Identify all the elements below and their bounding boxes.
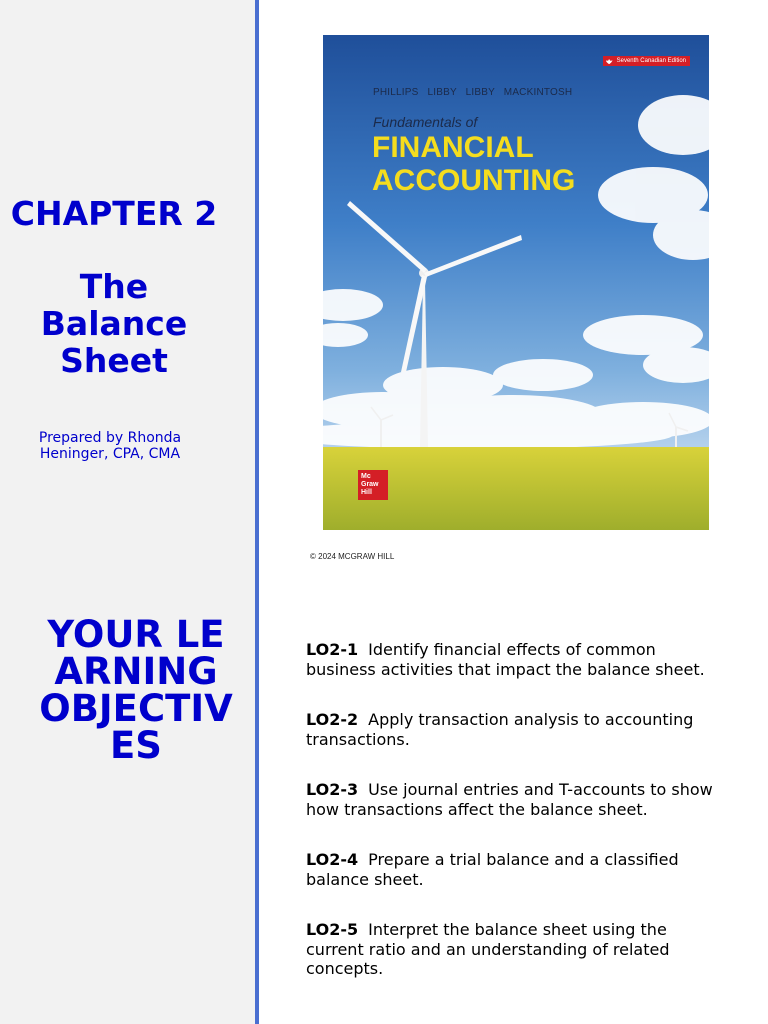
copyright: © 2024 MCGRAW HILL [310,552,395,561]
cover-title [372,131,575,197]
objective-item [306,640,726,679]
objective-code: LO2-3 [306,780,359,799]
objective-text: Use journal entries and T-accounts to show how transactions affect the balance sheet. [306,780,713,819]
cover-title-line1: FINANCIAL [372,131,534,164]
objectives-heading: YOUR LEARNING OBJECTIVES [39,613,233,767]
vertical-divider [255,0,259,1024]
left-panel [0,0,256,1024]
edition-badge [603,56,690,66]
publisher-logo: Mc Graw Hill [358,470,388,500]
cover-title-line2: ACCOUNTING [372,164,576,197]
objective-code: LO2-4 [306,850,359,869]
chapter-title: CHAPTER 2 [10,194,218,233]
objective-code: LO2-2 [306,710,359,729]
objective-item [306,710,726,749]
objective-text: Identify financial effects of common business activities that impact the balance sheet. [306,640,705,679]
cover-series: Fundamentals of [373,114,478,130]
cover-artwork [323,35,709,530]
chapter-subtitle: The Balance Sheet [40,267,188,380]
objective-code: LO2-5 [306,920,359,939]
objective-text: Interpret the balance sheet using the current ratio and an understanding of related concepts. [306,920,670,978]
cover-authors: PHILLIPS LIBBY LIBBY MACKINTOSH [373,87,573,98]
objective-item [306,850,726,889]
book-cover [323,35,709,530]
objective-text: Apply transaction analysis to accounting transactions. [306,710,694,749]
objectives-list [306,640,726,979]
objective-code: LO2-1 [306,640,359,659]
objective-item [306,920,726,979]
objective-item [306,780,726,819]
edition-label: Seventh Canadian Edition [616,58,686,64]
maple-leaf-icon [606,59,613,64]
objective-text: Prepare a trial balance and a classified balance sheet. [306,850,679,889]
prepared-by: Prepared by Rhonda Heninger, CPA, CMA [38,430,182,462]
